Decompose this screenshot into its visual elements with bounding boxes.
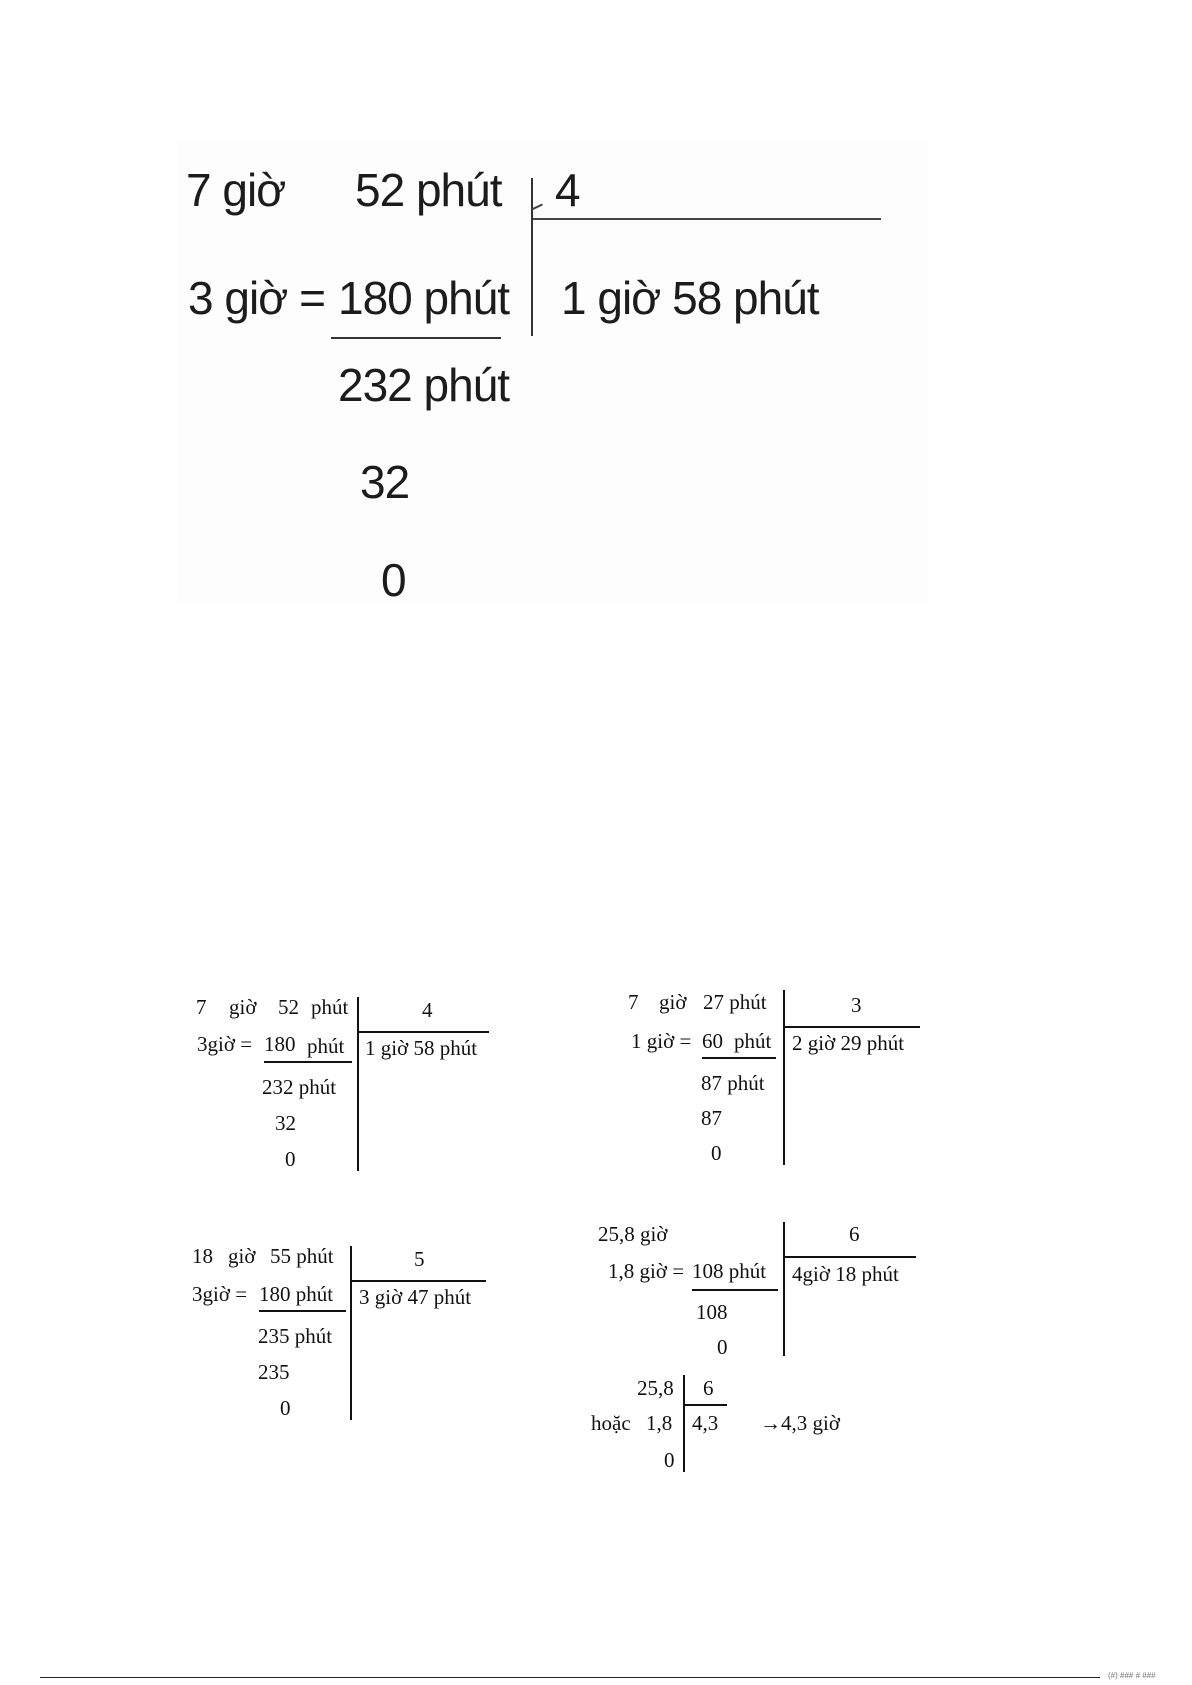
d1-quotient: 1 giờ 58 phút <box>365 1036 478 1060</box>
d3-convert-lhs: 3giờ = <box>192 1282 248 1306</box>
footer-text: (#) ### # ### <box>1108 1671 1156 1680</box>
d1-minutes-unit: phút <box>311 995 349 1019</box>
d2-convert-rhs: 60 <box>702 1029 723 1053</box>
d2-convert-rhs-unit: phút <box>734 1029 772 1053</box>
d2-minutes: 27 phút <box>703 990 767 1014</box>
d4-step: 108 <box>696 1300 728 1324</box>
d3-convert-rhs: 180 phút <box>259 1282 334 1306</box>
big-subtraction-line <box>331 337 501 339</box>
d4-vertical-line <box>783 1222 785 1356</box>
d5-vertical-line <box>683 1375 685 1472</box>
d1-minutes: 52 <box>278 995 299 1019</box>
d5-divisor: 6 <box>703 1376 714 1400</box>
d2-sum: 87 phút <box>701 1071 765 1095</box>
d2-step: 87 <box>701 1106 722 1130</box>
d2-hours-unit: giờ <box>659 990 687 1014</box>
d3-step: 235 <box>258 1360 290 1384</box>
d5-quotient: 4,3 <box>692 1411 719 1435</box>
big-remainder: 0 <box>381 554 406 606</box>
d4-divisor: 6 <box>849 1222 860 1246</box>
d3-sum: 235 phút <box>258 1324 333 1348</box>
d1-convert-rhs-unit: phút <box>307 1034 345 1058</box>
d1-remainder: 0 <box>285 1147 296 1171</box>
big-dividend-hours: 7 giờ <box>186 164 286 216</box>
d3-horizontal-line <box>350 1280 486 1282</box>
d3-quotient: 3 giờ 47 phút <box>359 1285 472 1309</box>
d1-vertical-line <box>357 997 359 1171</box>
d1-convert-rhs: 180 <box>264 1032 296 1056</box>
d3-subtraction-line <box>259 1310 346 1312</box>
d4-convert-rhs: 108 phút <box>692 1259 767 1283</box>
big-convert-rhs: 180 phút <box>338 272 510 324</box>
d1-convert-lhs: 3giờ = <box>197 1032 253 1056</box>
d3-remainder: 0 <box>280 1396 291 1420</box>
d3-hours-unit: giờ <box>228 1244 256 1268</box>
d1-divisor: 4 <box>422 998 433 1022</box>
d5-remainder: 0 <box>664 1448 675 1472</box>
d2-vertical-line <box>783 990 785 1165</box>
d3-vertical-line <box>350 1246 352 1420</box>
d2-convert-lhs: 1 giờ = <box>631 1029 692 1053</box>
big-sum: 232 phút <box>338 359 510 411</box>
d1-subtraction-line <box>264 1061 352 1063</box>
big-convert-lhs: 3 giờ = <box>188 272 325 324</box>
d1-horizontal-line <box>357 1031 489 1033</box>
d2-divisor: 3 <box>851 993 862 1017</box>
big-divisor: 4 <box>555 164 580 216</box>
big-step: 32 <box>360 456 410 508</box>
large-division-panel <box>178 142 928 604</box>
d3-minutes: 55 phút <box>270 1244 334 1268</box>
big-dividend-minutes: 52 phút <box>355 164 502 216</box>
d4-dividend: 25,8 giờ <box>598 1222 668 1246</box>
d4-remainder: 0 <box>717 1335 728 1359</box>
d2-remainder: 0 <box>711 1141 722 1165</box>
big-division-vertical-line <box>531 178 533 336</box>
d1-sum: 232 phút <box>262 1075 337 1099</box>
d2-quotient: 2 giờ 29 phút <box>792 1031 905 1055</box>
d5-result: →4,3 giờ <box>760 1411 840 1435</box>
d2-hours: 7 <box>628 990 639 1014</box>
d2-subtraction-line <box>702 1057 776 1059</box>
big-division-horizontal-line <box>533 218 881 220</box>
d5-horizontal-line <box>683 1404 727 1406</box>
d5-label: hoặc <box>591 1411 631 1435</box>
d2-horizontal-line <box>783 1026 920 1028</box>
big-quotient: 1 giờ 58 phút <box>561 272 819 324</box>
d4-horizontal-line <box>783 1256 916 1258</box>
d1-hours-unit: giờ <box>229 995 257 1019</box>
d5-mid: 1,8 <box>646 1411 673 1435</box>
d3-hours: 18 <box>192 1244 213 1268</box>
d3-divisor: 5 <box>414 1247 425 1271</box>
footer-rule <box>40 1677 1100 1678</box>
d1-step: 32 <box>275 1111 296 1135</box>
d4-convert-lhs: 1,8 giờ = <box>608 1259 685 1283</box>
d5-dividend: 25,8 <box>637 1376 674 1400</box>
d1-hours: 7 <box>196 995 207 1019</box>
d4-subtraction-line <box>692 1289 778 1291</box>
d4-quotient: 4giờ 18 phút <box>792 1262 899 1286</box>
